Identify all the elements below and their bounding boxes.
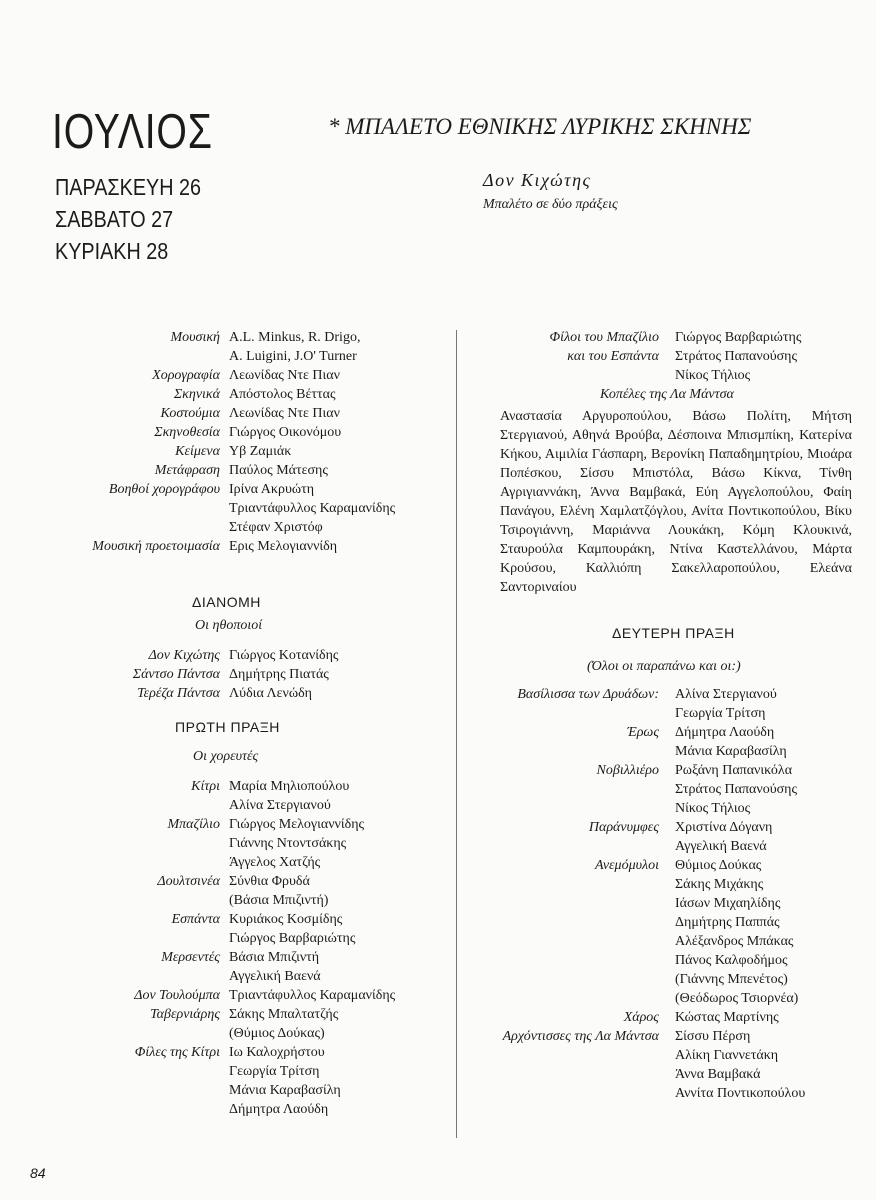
credit-row xyxy=(0,461,456,480)
person-name: Άννα Βαμβακά xyxy=(675,1067,761,1082)
act1-list xyxy=(0,777,456,1119)
person-name: Γιώργος Βαρβαριώτης xyxy=(675,330,802,345)
person-name: Μαρία Μηλιοπούλου xyxy=(229,779,350,794)
credit-row xyxy=(0,1062,456,1081)
person-name: Γεωργία Τρίτση xyxy=(229,1064,320,1079)
credit-row xyxy=(460,875,876,894)
role-label: Μουσική xyxy=(170,330,220,345)
role-label: Νοβιλλιέρο xyxy=(596,763,659,778)
credit-row xyxy=(0,796,456,815)
person-name: Άγγελος Χατζής xyxy=(229,855,321,870)
person-name: Μάνια Καραβασίλη xyxy=(229,1083,341,1098)
person-name: (Γιάννης Μπενέτος) xyxy=(675,972,788,987)
credit-row xyxy=(0,480,456,499)
role-label: Δουλτσινέα xyxy=(157,874,220,889)
credit-row xyxy=(0,834,456,853)
credit-row xyxy=(0,518,456,537)
role-label: Χάρος xyxy=(623,1010,659,1025)
person-name: Λεωνίδας Ντε Πιαν xyxy=(229,368,340,383)
girls-list: Αναστασία Αργυροπούλου, Βάσω Πολίτη, Μήτση Στεργιανού, Αθηνά Βρούβα, Δέσποινα Μπισμπίκη, Κατερίνα Κήκου, Αιμιλία Γάσπαρη, Βερονίκη Παπαδημητρίου, Μιοάρα Ποπέσκου, Σίσσυ Μπιστόλα, Βάσω Κίκνα, Τίνθη Αγριγιαννάκη, Άννα Βαμβακά, Εύη Αγγελοπούλου, Φαίη Πανάγου, Ελένη Χαμλατζόγλου, Ανίτα Ποντικοπούλου, Βίκυ Τσιρογιάννη, Μαριάννα Λουκάκη, Κόμη Κλουκινά, Σταυρούλα Καμπουράκη, Ντίνα Καστελλάνου, Μάρτα Κρούσου, Καλλιόπη Σακελλαροπούλου, Ελεάνα Σαντοριναίου xyxy=(500,409,852,595)
credit-row xyxy=(0,684,456,703)
role-label: Έρως xyxy=(627,725,659,740)
credit-row xyxy=(460,932,876,951)
credit-row xyxy=(460,704,876,723)
credit-row xyxy=(460,761,876,780)
credit-row xyxy=(0,967,456,986)
work-subtitle: Μπαλέτο σε δύο πράξεις xyxy=(483,197,618,212)
credit-row xyxy=(460,894,876,913)
month-title: ΙΟΥΛΙΟΣ xyxy=(52,105,213,159)
credit-row xyxy=(0,891,456,910)
role-label: Τερέζα Πάντσα xyxy=(137,686,220,701)
person-name: Δημήτρης Παππάς xyxy=(675,915,780,930)
role-label: Κοστούμια xyxy=(160,406,220,421)
act2-heading: ΔΕΥΤΕΡΗ ΠΡΑΞΗ xyxy=(612,625,735,641)
person-name: Αλίνα Στεργιανού xyxy=(675,687,777,702)
person-name: Γιώργος Οικονόμου xyxy=(229,425,342,440)
date-line: ΣΑΒΒΑΤΟ 27 xyxy=(55,206,174,232)
person-name: Γιώργος Βαρβαριώτης xyxy=(229,931,356,946)
role-label: Μπαζίλιο xyxy=(167,817,220,832)
credit-row xyxy=(460,1065,876,1084)
person-name: Υβ Ζαμιάκ xyxy=(229,444,292,459)
date-line: ΚΥΡΙΑΚΗ 28 xyxy=(55,238,169,264)
role-label: Ταβερνιάρης xyxy=(150,1007,220,1022)
person-name: Σύνθια Φρυδά xyxy=(229,874,310,889)
person-name: Τριαντάφυλλος Καραμανίδης xyxy=(229,501,396,516)
credit-row xyxy=(0,910,456,929)
credit-row xyxy=(0,1100,456,1119)
act1-heading: ΠΡΩΤΗ ΠΡΑΞΗ xyxy=(175,719,280,735)
role-label: Φίλοι του Μπαζίλιο xyxy=(549,330,659,345)
act2-list xyxy=(460,685,876,1103)
person-name: (Θύμιος Δούκας) xyxy=(229,1026,325,1041)
person-name: A. Luigini, J.O' Turner xyxy=(229,349,357,364)
credit-row xyxy=(0,929,456,948)
credit-row xyxy=(460,951,876,970)
right-column xyxy=(460,328,876,1103)
date-line: ΠΑΡΑΣΚΕΥΗ 26 xyxy=(55,174,201,200)
person-name: Σίσσυ Πέρση xyxy=(675,1029,751,1044)
role-label: Μερσεντές xyxy=(161,950,220,965)
person-name: Δημήτρης Πιατάς xyxy=(229,667,329,682)
role-label: Σκηνοθεσία xyxy=(154,425,220,440)
person-name: Νίκος Τήλιος xyxy=(675,801,751,816)
credit-row xyxy=(460,1084,876,1103)
credit-row xyxy=(460,856,876,875)
person-name: Νίκος Τήλιος xyxy=(675,368,751,383)
person-name: Λύδια Λενώδη xyxy=(229,686,313,701)
person-name: Αλίκη Γιαννετάκη xyxy=(675,1048,779,1063)
person-name: Αλέξανδρος Μπάκας xyxy=(675,934,794,949)
credit-row xyxy=(0,777,456,796)
credit-row xyxy=(460,837,876,856)
person-name: Χριστίνα Δόγανη xyxy=(675,820,773,835)
credit-row xyxy=(0,1005,456,1024)
person-name: Γιώργος Μελογιαννίδης xyxy=(229,817,365,832)
credit-row xyxy=(460,742,876,761)
credit-row xyxy=(0,328,456,347)
role-label: Σάντσο Πάντσα xyxy=(132,667,220,682)
credit-row xyxy=(0,665,456,684)
company-title: * ΜΠΑΛΕΤΟ ΕΘΝΙΚΗΣ ΛΥΡΙΚΗΣ ΣΚΗΝΗΣ xyxy=(328,114,752,139)
credit-row xyxy=(460,723,876,742)
person-name: Σάκης Μπαλτατζής xyxy=(229,1007,339,1022)
left-column xyxy=(0,328,456,1119)
role-label: Βασίλισσα των Δρυάδων: xyxy=(517,687,659,702)
role-label: Χορογραφία xyxy=(152,368,220,383)
role-label: Κίτρι xyxy=(191,779,220,794)
credit-row xyxy=(0,986,456,1005)
credit-row xyxy=(0,385,456,404)
credit-row xyxy=(460,347,876,366)
person-name: Πάνος Καλφοδήμος xyxy=(675,953,788,968)
credit-row xyxy=(460,970,876,989)
person-name: Αγγελική Βαενά xyxy=(675,839,767,854)
person-name: Τριαντάφυλλος Καραμανίδης xyxy=(229,988,396,1003)
role-label: Μετάφραση xyxy=(154,463,220,478)
person-name: Ρωξάνη Παπανικόλα xyxy=(675,763,793,778)
credit-row xyxy=(0,1043,456,1062)
person-name: Ιω Καλοχρήστου xyxy=(229,1045,325,1060)
credit-row xyxy=(460,1027,876,1046)
credit-row xyxy=(0,404,456,423)
credit-row xyxy=(460,780,876,799)
person-name: Θύμιος Δούκας xyxy=(675,858,762,873)
credits-list xyxy=(0,328,456,556)
role-label: Ανεμόμυλοι xyxy=(595,858,659,873)
person-name: Γεωργία Τρίτση xyxy=(675,706,766,721)
credit-row xyxy=(0,423,456,442)
role-label: Παράνυμφες xyxy=(588,820,659,835)
credit-row xyxy=(0,347,456,366)
work-title: Δον Κιχώτης xyxy=(483,170,592,190)
person-name: Αγγελική Βαενά xyxy=(229,969,321,984)
person-name: Στέφαν Χριστόφ xyxy=(229,520,323,535)
credit-row xyxy=(460,818,876,837)
person-name: Γιώργος Κοτανίδης xyxy=(229,648,339,663)
role-label: Φίλες της Κίτρι xyxy=(134,1045,220,1060)
person-name: Στράτος Παπανούσης xyxy=(675,349,798,364)
person-name: Στράτος Παπανούσης xyxy=(675,782,798,797)
actors-list xyxy=(0,646,456,703)
credit-row xyxy=(460,685,876,704)
role-label: Δον Τουλούμπα xyxy=(134,988,220,1003)
column-divider xyxy=(456,330,457,1138)
person-name: Λεωνίδας Ντε Πιαν xyxy=(229,406,340,421)
person-name: Απόστολος Βέττας xyxy=(229,387,336,402)
page-number: 84 xyxy=(30,1165,46,1181)
person-name: Παύλος Μάτεσης xyxy=(229,463,328,478)
role-label: Αρχόντισσες της Λα Μάντσα xyxy=(502,1029,659,1044)
person-name: Δήμητρα Λαούδη xyxy=(675,725,775,740)
role-label: Σκηνικά xyxy=(173,387,220,402)
person-name: (Θεόδωρος Τσιορνέα) xyxy=(675,991,799,1006)
credit-row xyxy=(460,799,876,818)
credit-row xyxy=(0,948,456,967)
credit-row xyxy=(460,913,876,932)
credit-row xyxy=(0,872,456,891)
actors-heading: Οι ηθοποιοί xyxy=(195,618,263,633)
credit-row xyxy=(0,646,456,665)
cast-heading: ΔΙΑΝΟΜΗ xyxy=(192,594,261,610)
person-name: Αννίτα Ποντικοπούλου xyxy=(675,1086,806,1101)
person-name: Κυριάκος Κοσμίδης xyxy=(229,912,343,927)
person-name: Ιρίνα Ακρυώτη xyxy=(229,482,315,497)
person-name: Ερις Μελογιαννίδη xyxy=(229,539,338,554)
role-label: και του Εσπάντα xyxy=(567,349,659,364)
credit-row xyxy=(0,1024,456,1043)
person-name: A.L. Minkus, R. Drigo, xyxy=(229,330,361,345)
friends-list xyxy=(460,328,876,385)
credit-row xyxy=(0,1081,456,1100)
dancers-heading: Οι χορευτές xyxy=(193,749,259,764)
credit-row xyxy=(0,537,456,556)
person-name: Αλίνα Στεργιανού xyxy=(229,798,331,813)
credit-row xyxy=(0,366,456,385)
person-name: Γιάννης Ντοντσάκης xyxy=(229,836,347,851)
credit-row xyxy=(460,1008,876,1027)
credit-row xyxy=(460,1046,876,1065)
credit-row xyxy=(460,328,876,347)
person-name: Δήμητρα Λαούδη xyxy=(229,1102,329,1117)
person-name: Ιάσων Μιχαηλίδης xyxy=(675,896,781,911)
person-name: Βάσια Μπιζιντή xyxy=(229,950,320,965)
person-name: Μάνια Καραβασίλη xyxy=(675,744,787,759)
role-label: Δον Κιχώτης xyxy=(148,648,220,663)
credit-row xyxy=(460,989,876,1008)
performance-dates xyxy=(55,171,201,267)
role-label: Εσπάντα xyxy=(171,912,220,927)
person-name: Σάκης Μιχάκης xyxy=(675,877,764,892)
act2-note: (Όλοι οι παραπάνω και οι:) xyxy=(587,659,741,674)
role-label: Κείμενα xyxy=(175,444,220,459)
person-name: (Βάσια Μπιζιντή) xyxy=(229,893,329,908)
role-label: Βοηθοί χορογράφου xyxy=(108,482,220,497)
credit-row xyxy=(0,442,456,461)
credit-row xyxy=(0,853,456,872)
person-name: Κώστας Μαρτίνης xyxy=(675,1010,779,1025)
credit-row xyxy=(0,815,456,834)
role-label: Μουσική προετοιμασία xyxy=(92,539,220,554)
credit-row xyxy=(0,499,456,518)
girls-heading: Κοπέλες της Λα Μάντσα xyxy=(600,387,734,402)
credit-row xyxy=(460,366,876,385)
